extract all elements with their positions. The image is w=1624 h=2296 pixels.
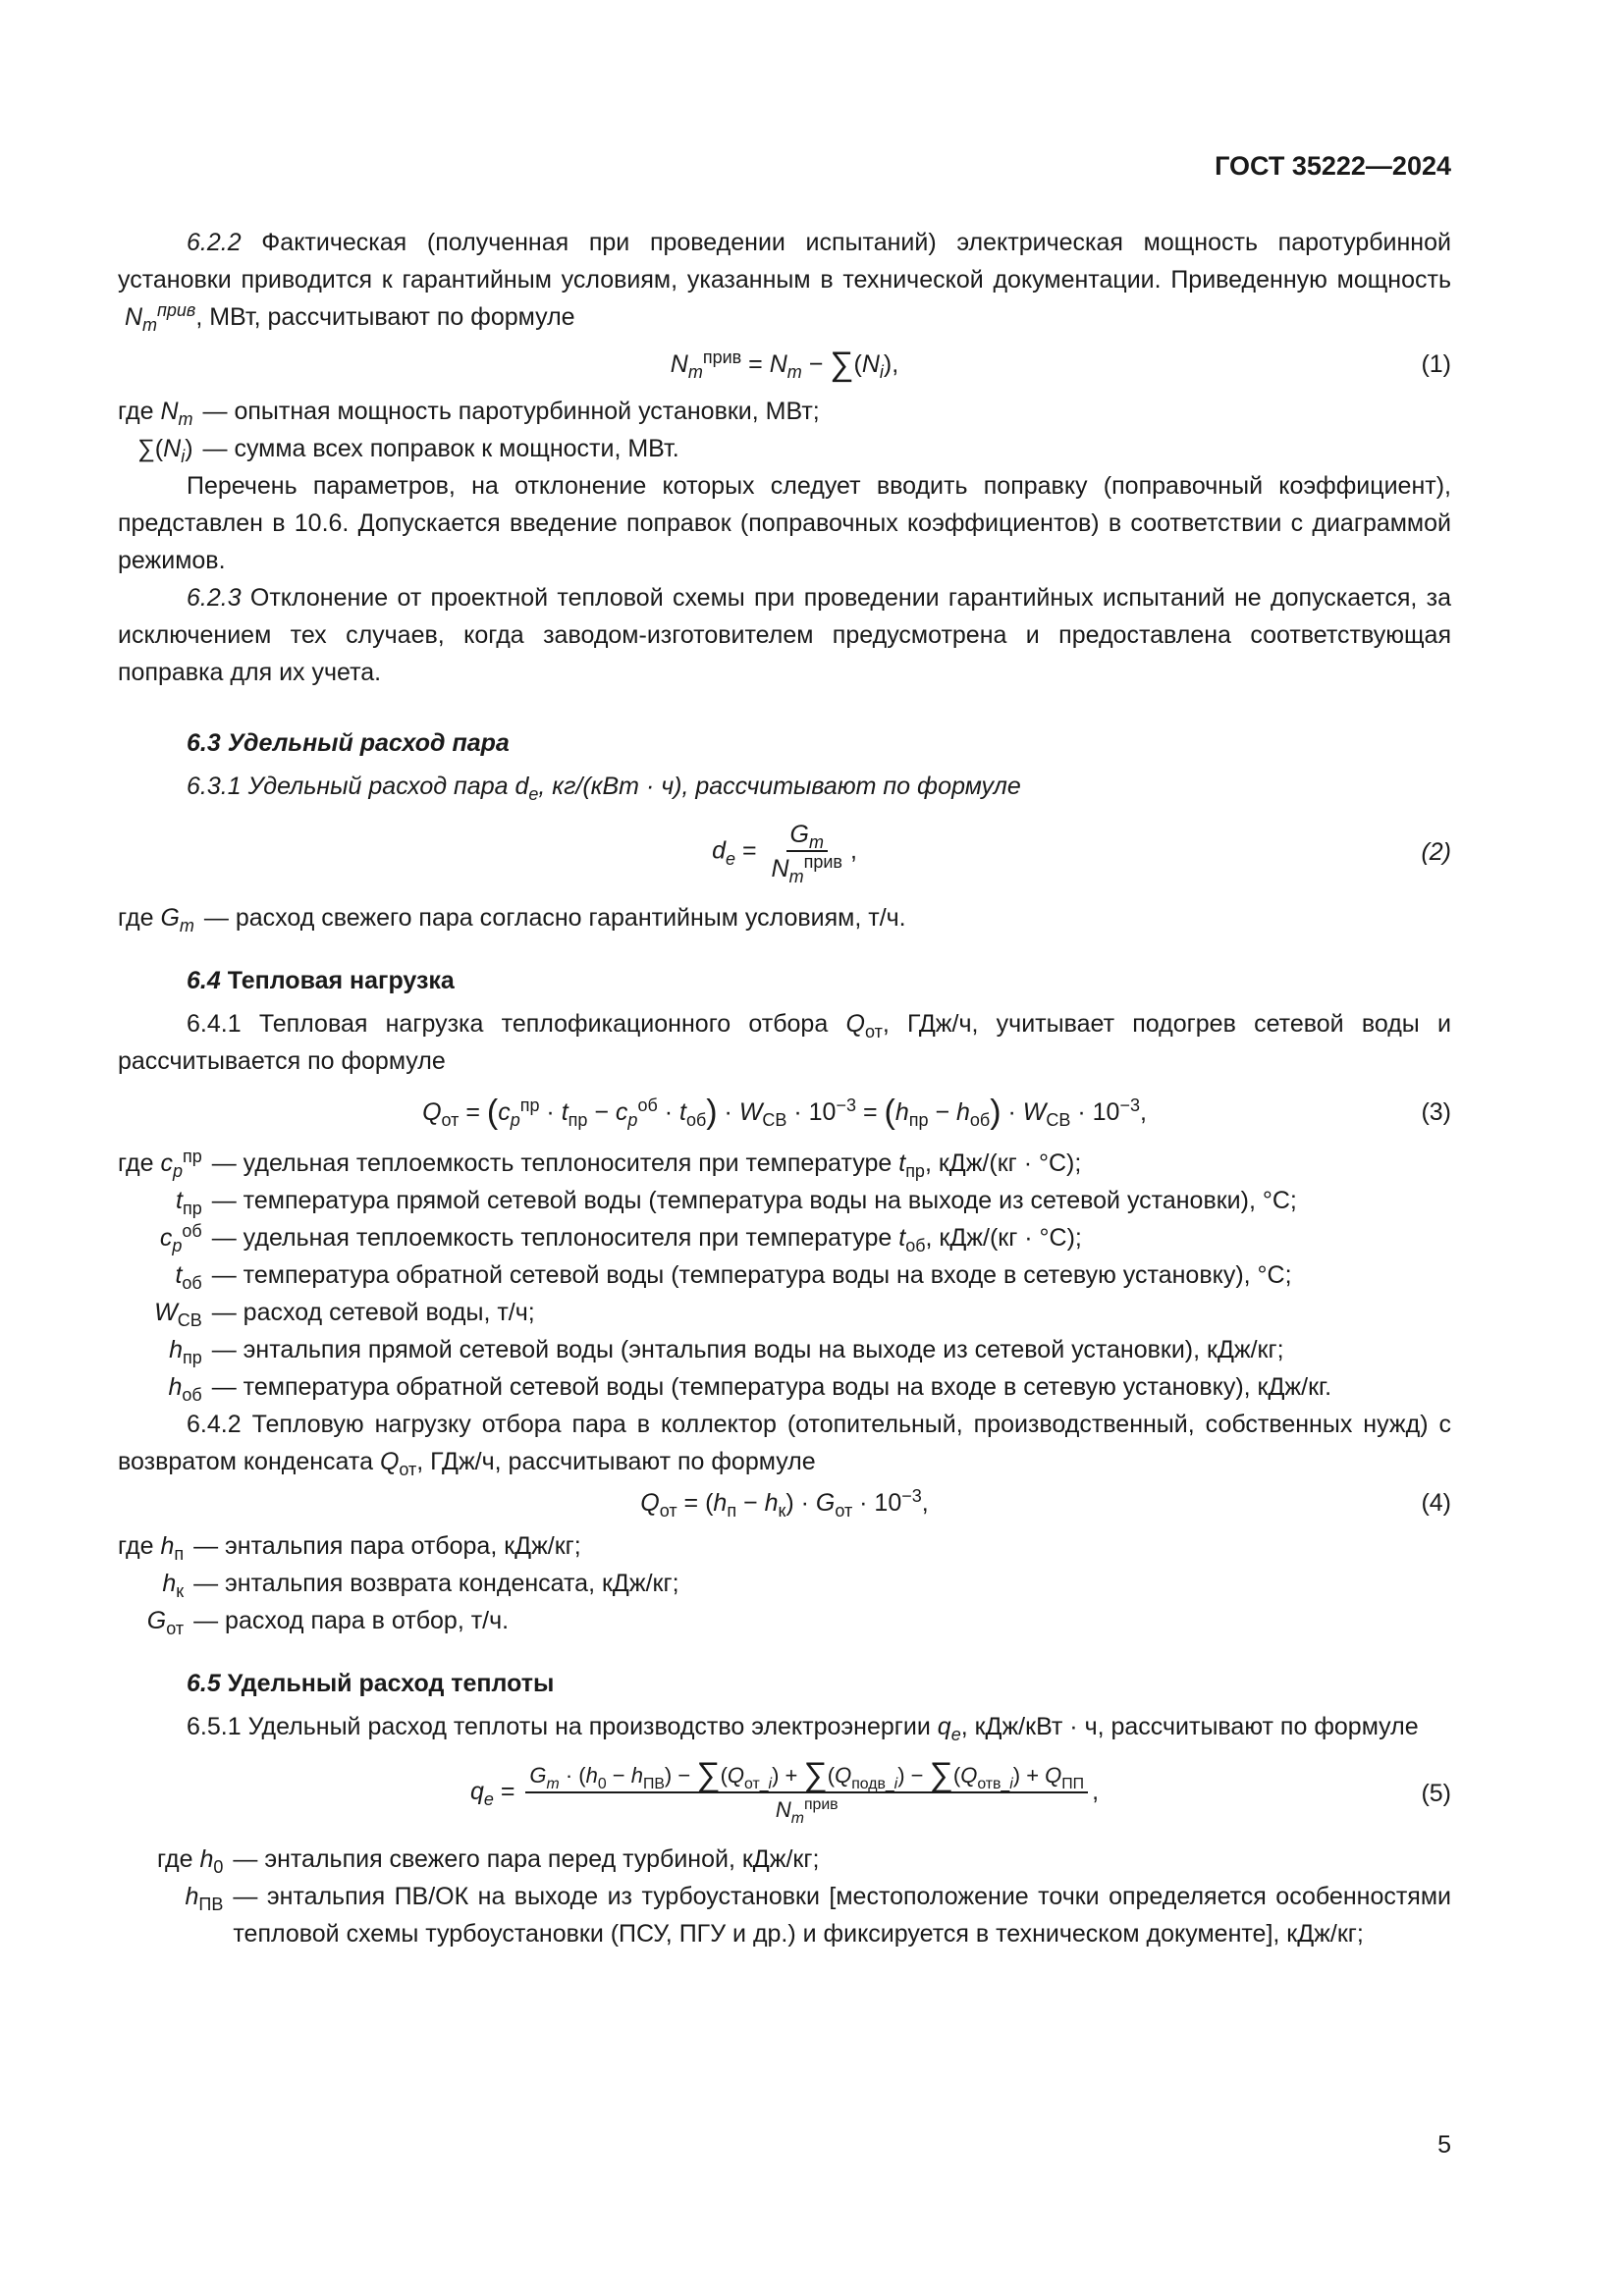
paragraph-6-4-1: 6.4.1 Тепловая нагрузка теплофикационного отбора $Q_{от}$, ГДж/ч, учитывает подогрев сетевой воды и рассчитывается по формуле (118, 1010, 1451, 1075)
definitions-2 (118, 899, 1451, 936)
paragraph-text: Отклонение от проектной тепловой схемы при проведении гарантийных испытаний не допускается, за исключением тех случаев, когда заводом-изготовителем предусмотрена и предоставлена соответствующая поправка для их учета. (118, 584, 1452, 686)
page-number: 5 (1437, 2131, 1451, 2159)
section-heading-6-5: 6.5 Удельный расход теплоты (187, 1670, 555, 1697)
definition-text: — удельная теплоемкость теплоносителя при температуре $t_{пр}$, кДж/(кг · °С); (211, 1149, 1082, 1182)
definition-text: — энтальпия прямой сетевой воды (энтальпия воды на выходе из сетевой установки), кДж/кг; (211, 1336, 1284, 1363)
definitions-4 (118, 1527, 1451, 1639)
section-heading-6-3: 6.3 Удельный расход пара (187, 729, 510, 757)
definition-text: — температура обратной сетевой воды (температура воды на входе в сетевую установку), °С; (211, 1261, 1292, 1289)
document-id: ГОСТ 35222—2024 (1215, 151, 1451, 181)
formula-number: (4) (1421, 1489, 1451, 1517)
definition-symbol: где $c_p^{пр}$ (118, 1147, 202, 1182)
definitions-3 (118, 1145, 1451, 1406)
formula-2-expr: $d_e$ = $\frac{G_m}{N_m^{прив}}$ , (712, 821, 857, 887)
formula-number: (1) (1421, 350, 1451, 378)
definition-symbol: $W_{СВ}$ (154, 1299, 202, 1331)
definition-text: — удельная теплоемкость теплоносителя при температуре $t_{об}$, кДж/(кг · °С); (211, 1224, 1082, 1256)
paragraph-6-2-2 (118, 224, 1451, 336)
definition-text: — расход пара в отбор, т/ч. (193, 1607, 510, 1634)
formula-1 (118, 346, 1451, 383)
formula-4 (118, 1484, 1451, 1522)
paragraph-text-after: , МВт, рассчитывают по формуле (195, 303, 575, 331)
definition-text: — энтальпия возврата конденсата, кДж/кг; (193, 1570, 679, 1597)
definition-symbol: $t_{об}$ (175, 1261, 202, 1294)
definition-symbol: $h_{ПВ}$ (185, 1883, 224, 1915)
formula-number: (2) (1421, 838, 1451, 866)
formula-5 (118, 1756, 1451, 1827)
paragraph-6-3-1: 6.3.1 Удельный расход пара $d_e$, кг/(кВт · ч), рассчитывают по формуле (187, 773, 1021, 805)
definition-text: — опытная мощность паротурбинной установки, МВт; (202, 398, 820, 425)
paragraph-text: Фактическая (полученная при проведении испытаний) электрическая мощность паротурбинной установки приводится к гарантийным условиям, указанным в технической документации. Приведенную мощность (118, 229, 1451, 294)
definition-symbol: $G_{от}$ (146, 1607, 185, 1639)
definition-symbol: где $h_п$ (118, 1532, 185, 1565)
definition-symbol: где $G_m$ (118, 904, 194, 936)
definition-text: — энтальпия свежего пара перед турбиной, кДж/кг; (233, 1845, 820, 1873)
formula-3 (118, 1094, 1451, 1131)
clause-number: 6.2.3 (187, 584, 242, 612)
formula-1-expr: $N_m^{прив} = N_m - \sum(N_i)$, (670, 346, 899, 383)
formula-2 (118, 819, 1451, 885)
formula-5-expr: $q_e$ = $\frac{G_m \cdot (h_0 - h_{ПВ}) - \sum(Q_{от\_i}) + \sum(Q_{подв\_i}) - \sum(Q_{отв\_i}) + Q_{ПП}}{N_m^{прив}}$ , (469, 1756, 1100, 1827)
definition-symbol: $h_{пр}$ (169, 1336, 202, 1368)
definition-symbol: где $N_m$ (118, 398, 193, 430)
definition-text: — температура обратной сетевой воды (температура воды на входе в сетевую установку), кДж/кг. (211, 1373, 1332, 1401)
definition-text: — энтальпия ПВ/ОК на выходе из турбоустановки [местоположение точки определяется особенностями тепловой схемы турбоустановки (ПСУ, ПГУ и др.) и фиксируется в техническом документе], кДж/кг; (233, 1883, 1451, 1948)
definition-symbol: $c_p^{об}$ (159, 1221, 202, 1256)
definition-symbol: $\sum(N_i)$ (136, 435, 193, 467)
formula-number: (3) (1421, 1098, 1451, 1126)
definition-text: — температура прямой сетевой воды (температура воды на выходе из сетевой установки), °С; (211, 1187, 1297, 1214)
definition-symbol: где $h_0$ (157, 1845, 224, 1878)
page-content (118, 224, 1451, 1952)
definition-text: — энтальпия пара отбора, кДж/кг; (193, 1532, 581, 1560)
definition-symbol: $t_{пр}$ (176, 1187, 202, 1219)
definition-symbol: $h_к$ (162, 1570, 185, 1602)
definition-text: — расход сетевой воды, т/ч; (211, 1299, 535, 1326)
definition-text: — расход свежего пара согласно гарантийным условиям, т/ч. (203, 904, 906, 932)
formula-4-expr: $Q_{от} = (h_п - h_к) \cdot G_{от} \cdot 10^{-3}$, (640, 1486, 929, 1522)
paragraph-6-5-1: 6.5.1 Удельный расход теплоты на производство электроэнергии $q_e$, кДж/кВт · ч, рассчитывают по формуле (187, 1713, 1419, 1745)
section-heading-6-4: 6.4 Тепловая нагрузка (187, 967, 455, 994)
definition-text: — сумма всех поправок к мощности, МВт. (202, 435, 679, 462)
formula-number: (5) (1421, 1779, 1451, 1807)
paragraph-6-4-2: 6.4.2 Тепловую нагрузку отбора пара в коллектор (отопительный, производственный, собственных нужд) с возвратом конденсата $Q_{от}$, ГДж/ч, рассчитывают по формуле (118, 1411, 1451, 1480)
definition-symbol: $h_{об}$ (168, 1373, 202, 1406)
definitions-5 (157, 1841, 1451, 1952)
clause-number: 6.2.2 (187, 229, 242, 256)
formula-3-expr: $Q_{от} = (c_p^{пр} \cdot t_{пр} - c_p^{об} \cdot t_{об}) \cdot W_{СВ} \cdot 10^{-3} = (h_{пр} - h_{об}) \cdot W_{СВ} \cdot 10^{-3}$, (422, 1094, 1147, 1131)
paragraph-parameters: Перечень параметров, на отклонение которых следует вводить поправку (поправочный коэффициент), представлен в 10.6. Допускается введение поправок (поправочных коэффициентов) в соответствии с диаграммой режимов. (118, 472, 1451, 574)
definitions-1 (118, 393, 1451, 467)
symbol-n-priv: $N_m^{прив}$ (118, 300, 196, 336)
paragraph-6-2-3 (118, 579, 1451, 691)
